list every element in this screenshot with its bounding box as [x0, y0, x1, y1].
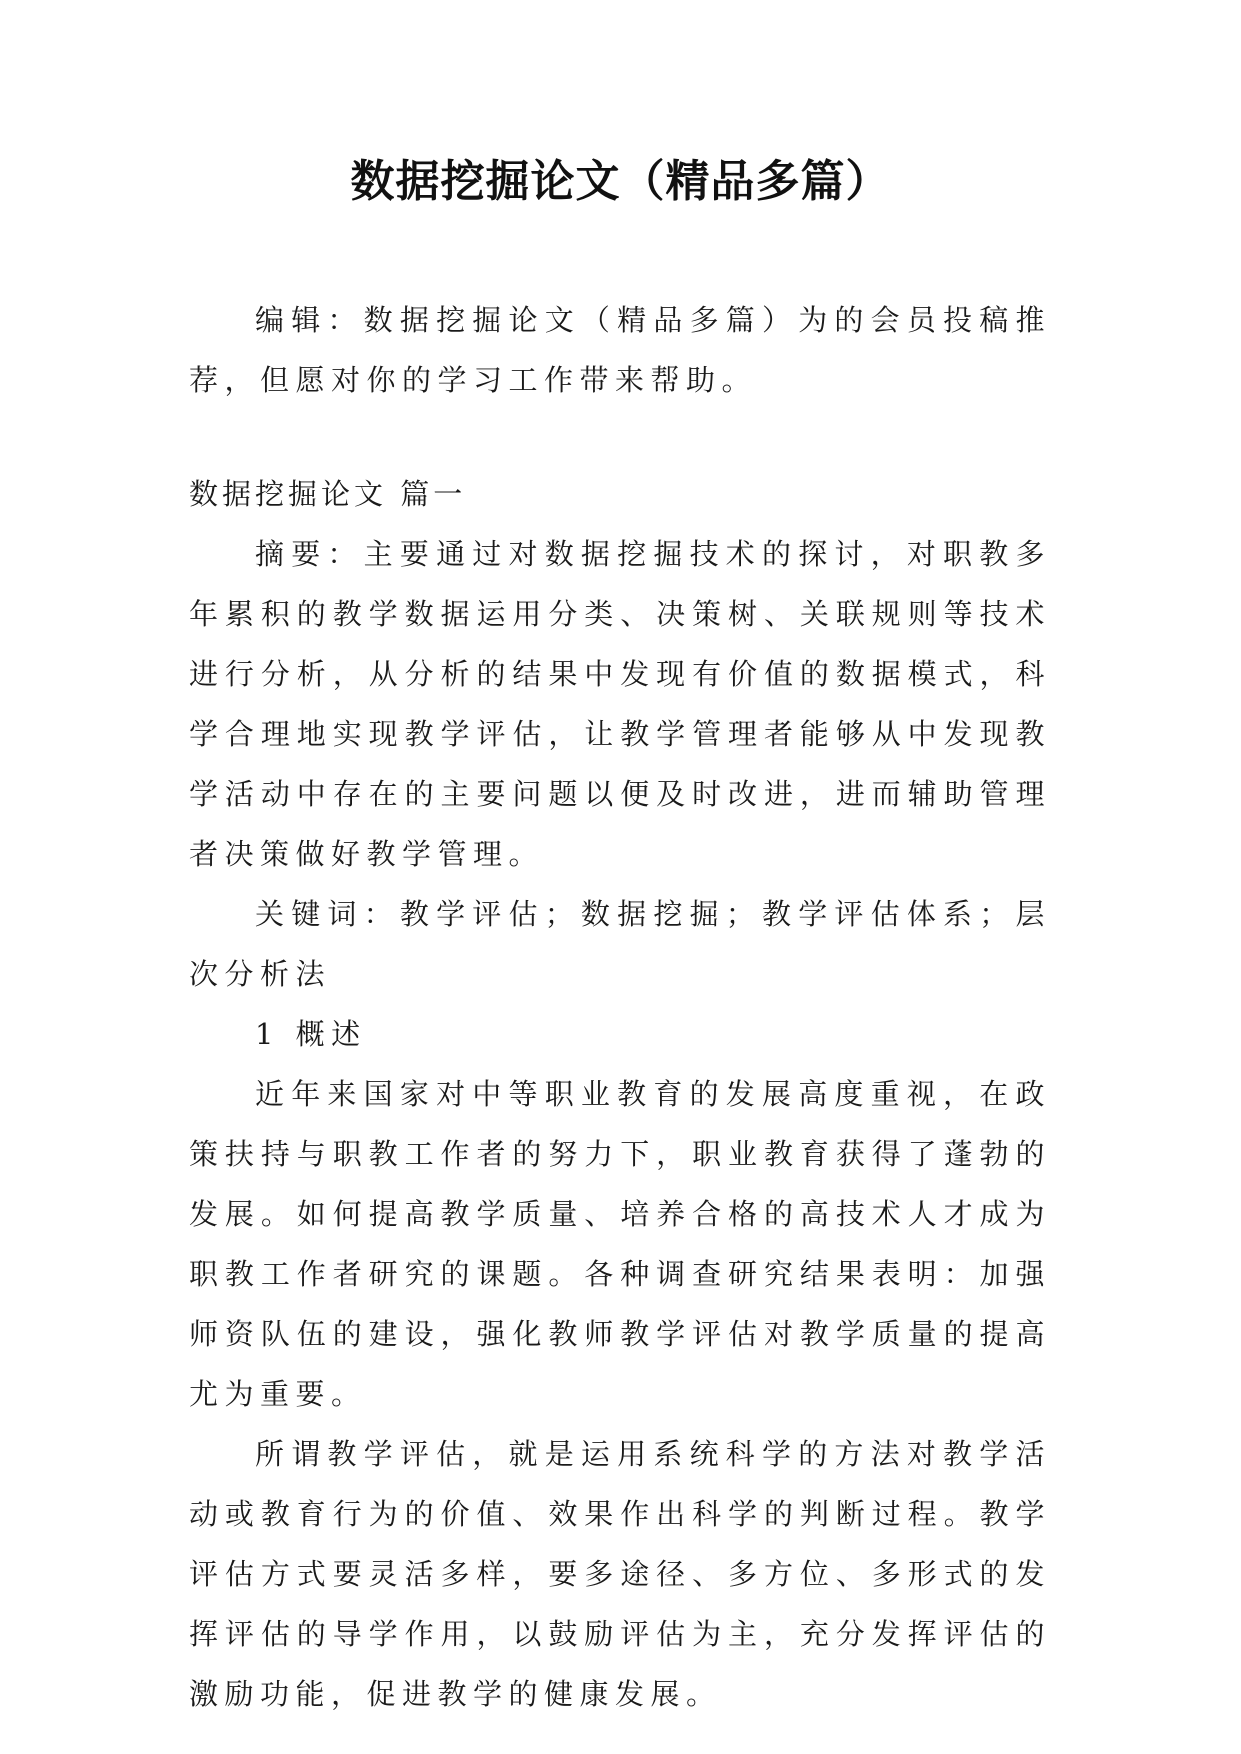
body-paragraph-2: 所谓教学评估，就是运用系统科学的方法对教学活动或教育行为的价值、效果作出科学的判断过程。教学评估方式要灵活多样，要多途径、多方位、多形式的发挥评估的导学作用，以鼓励评估为主，充分发挥评估的激励功能，促进教学的健康发展。	[189, 1437, 1051, 1711]
intro-paragraph: 编辑：数据挖掘论文（精品多篇）为的会员投稿推荐，但愿对你的学习工作带来帮助。	[189, 303, 1051, 397]
body-paragraph-1: 近年来国家对中等职业教育的发展高度重视，在政策扶持与职教工作者的努力下，职业教育获得了蓬勃的发展。如何提高教学质量、培养合格的高技术人才成为职教工作者研究的课题。各种调查研究结果表明：加强师资队伍的建设，强化教师教学评估对教学质量的提高尤为重要。	[189, 1077, 1051, 1411]
subheading-overview: 1 概述	[255, 1017, 367, 1051]
section-one	[189, 464, 1051, 1724]
abstract-paragraph: 摘要：主要通过对数据挖掘技术的探讨，对职教多年累积的教学数据运用分类、决策树、关联规则等技术进行分析，从分析的结果中发现有价值的数据模式，科学合理地实现教学评估，让教学管理者能够从中发现教学活动中存在的主要问题以便及时改进，进而辅助管理者决策做好教学管理。	[189, 537, 1051, 871]
section-heading: 数据挖掘论文 篇一	[189, 477, 467, 511]
keywords-paragraph: 关键词：教学评估；数据挖掘；教学评估体系；层次分析法	[189, 897, 1051, 991]
document-title: 数据挖掘论文（精品多篇）	[350, 156, 891, 207]
